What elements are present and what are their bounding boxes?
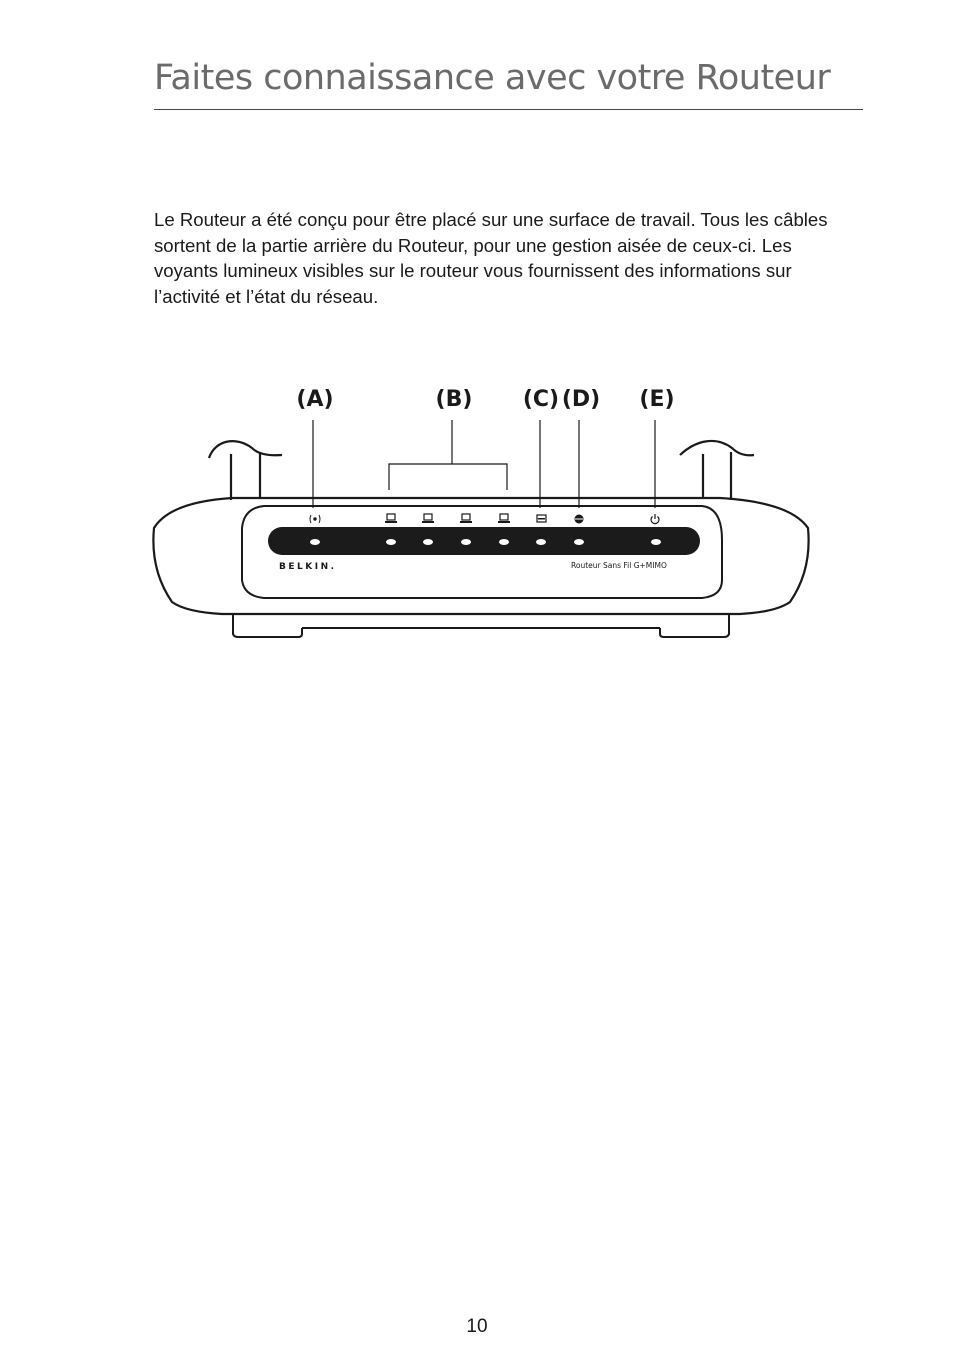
- computer-icon-1: [385, 514, 397, 523]
- led-lan-4: [499, 539, 509, 545]
- left-antenna: [209, 441, 282, 500]
- router-model-label: Routeur Sans Fil G+MIMO: [571, 561, 667, 570]
- callout-b-bracket: [389, 464, 507, 490]
- led-panel: [268, 527, 700, 555]
- led-lan-1: [386, 539, 396, 545]
- led-lan-2: [423, 539, 433, 545]
- computer-icon-3: [460, 514, 472, 523]
- page-number: 10: [466, 1316, 488, 1337]
- wireless-icon: [310, 515, 320, 523]
- callout-e-label: (E): [639, 387, 675, 412]
- router-front-illustration: [0, 370, 954, 660]
- led-wireless: [310, 539, 320, 545]
- led-lan-3: [461, 539, 471, 545]
- globe-icon: [575, 515, 583, 523]
- callout-c-label: (C): [522, 387, 560, 412]
- led-internet: [574, 539, 584, 545]
- right-antenna: [680, 441, 754, 500]
- router-brand-logo: BELKIN.: [279, 562, 337, 572]
- computer-icon-2: [422, 514, 434, 523]
- led-power: [651, 539, 661, 545]
- callout-d-label: (D): [561, 387, 601, 412]
- callout-b-label: (B): [435, 387, 473, 412]
- callout-a-label: (A): [296, 387, 334, 412]
- power-icon: [651, 514, 659, 524]
- led-modem: [536, 539, 546, 545]
- router-feet: [233, 614, 729, 637]
- intro-paragraph: Le Routeur a été conçu pour être placé sur une surface de travail. Tous les câbles sortent de la partie arrière du Routeur, pour une gestion aisée de ceux-ci. Les voyants lumineux visibles sur le routeur vous fournissent des informations sur l’activité et l’état du réseau.: [154, 209, 828, 307]
- computer-icon-4: [498, 514, 510, 523]
- page-title: Faites connaissance avec votre Routeur: [154, 58, 831, 98]
- title-divider: [154, 109, 863, 110]
- modem-icon: [537, 515, 546, 522]
